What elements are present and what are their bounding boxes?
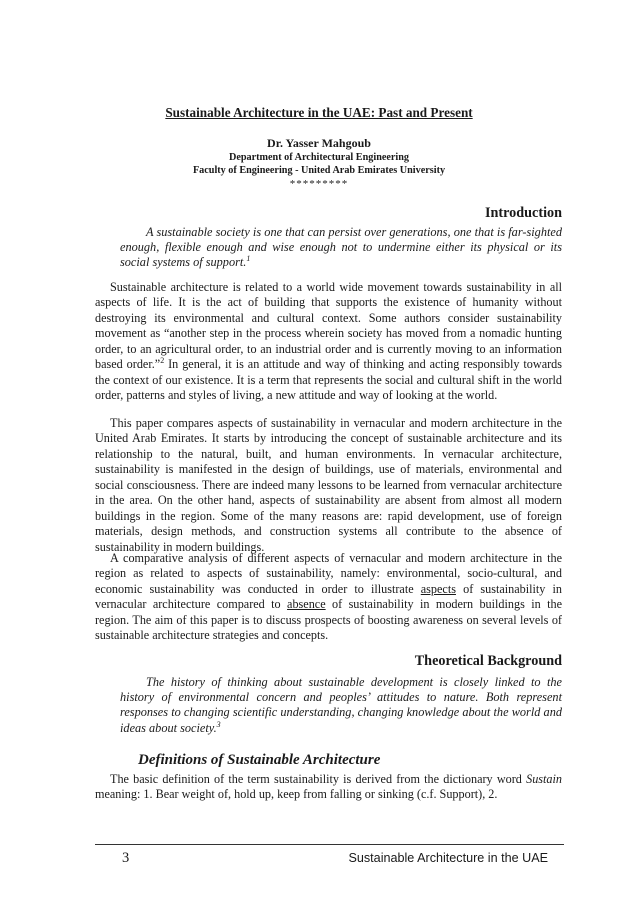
author-department: Department of Architectural Engineering bbox=[228, 152, 410, 163]
author-name: Dr. Yasser Mahgoub bbox=[267, 136, 371, 150]
paper-title: Sustainable Architecture in the UAE: Past and Present bbox=[165, 105, 473, 120]
footnote-ref: 1 bbox=[246, 254, 251, 264]
theory-epigraph bbox=[120, 675, 562, 736]
intro-paragraph-1 bbox=[95, 280, 562, 404]
footnote-ref: 2 bbox=[160, 356, 165, 366]
italic-term-sustain: Sustain bbox=[526, 772, 562, 786]
theoretical-background-heading: Theoretical Background bbox=[414, 653, 562, 669]
intro-p1-text-a: Sustainable architecture is related to a world wide movement towards sustainability in all aspects of life. It is the act of building that supports the existence of humanity without destroying its environmental and cultural context. Some authors consider sustainability movement as “another step in the process wherein society has moved from a nomadic hunting order, to an agricultural order, to an industrial order and is currently moving to an information based order.” bbox=[95, 280, 562, 372]
definitions-heading: Definitions of Sustainable Architecture bbox=[138, 752, 381, 768]
footnote-ref: 3 bbox=[216, 719, 221, 729]
introduction-epigraph bbox=[120, 225, 562, 271]
intro-p1-text-b: In general, it is an attitude and way of thinking and acting responsibly towards the context of our existence. It is a term that represents the social and cultural shift in the world order, patterns and styles of living, a new attitude and way of looking at the world. bbox=[95, 357, 563, 403]
footer-rule bbox=[95, 844, 564, 845]
author-faculty: Faculty of Engineering - United Arab Emirates University bbox=[192, 165, 446, 176]
intro-p3-text-b: of sustainability in vernacular architecture compared to bbox=[95, 581, 562, 612]
definitions-text-b: meaning: 1. Bear weight of, hold up, keep from falling or sinking (c.f. Support), 2. bbox=[95, 787, 498, 802]
introduction-heading: Introduction bbox=[485, 205, 562, 221]
definitions-text-a: The basic definition of the term sustainability is derived from the dictionary word bbox=[110, 772, 527, 786]
underlined-term-absence: absence bbox=[287, 597, 326, 612]
intro-paragraph-2: This paper compares aspects of sustainability in vernacular and modern architecture in the United Arab Emirates. It starts by introducing the concept of sustainable architecture and its relationship to the natural, built, and human environments. In vernacular architecture, sustainability is manifested in the design of buildings, use of materials, environmental and social consciousness. There are indeed many lessons to be learned from vernacular architecture in the area. On the other hand, aspects of sustainability are absent from almost all modern buildings in the region. Some of the many reasons are: rapid development, use of foreign materials, design methods, and construction systems all contribute to the absence of sustainability in modern buildings. bbox=[95, 416, 562, 554]
epigraph-text: The history of thinking about sustainable development is closely linked to the history of environmental concern and peoples’ attitudes to nature. Both represent responses to changing scientific understanding, changing knowledge about the world and ideas about society. bbox=[120, 675, 562, 735]
intro-paragraph-3 bbox=[95, 551, 562, 644]
title-separator: ********* bbox=[289, 178, 349, 190]
definitions-paragraph bbox=[95, 772, 562, 803]
underlined-term-aspects: aspects bbox=[420, 581, 456, 596]
intro-p3-text-c: of sustainability in modern buildings in the region. The aim of this paper is to discuss prospects of boosting awareness on several levels of sustainable architecture strategies and concepts. bbox=[95, 597, 562, 643]
intro-p3-text-a: A comparative analysis of different aspects of vernacular and modern architecture in the region as related to aspects of sustainability, namely: environmental, socio-cultural, and economic sustainability was conducted in order to illustrate bbox=[95, 551, 562, 596]
epigraph-text: A sustainable society is one that can persist over generations, one that is far-sighted enough, flexible enough and wise enough not to undermine either its physical or its social systems of support. bbox=[120, 225, 562, 270]
running-footer-title: Sustainable Architecture in the UAE bbox=[348, 851, 548, 865]
page-number: 3 bbox=[122, 850, 130, 866]
